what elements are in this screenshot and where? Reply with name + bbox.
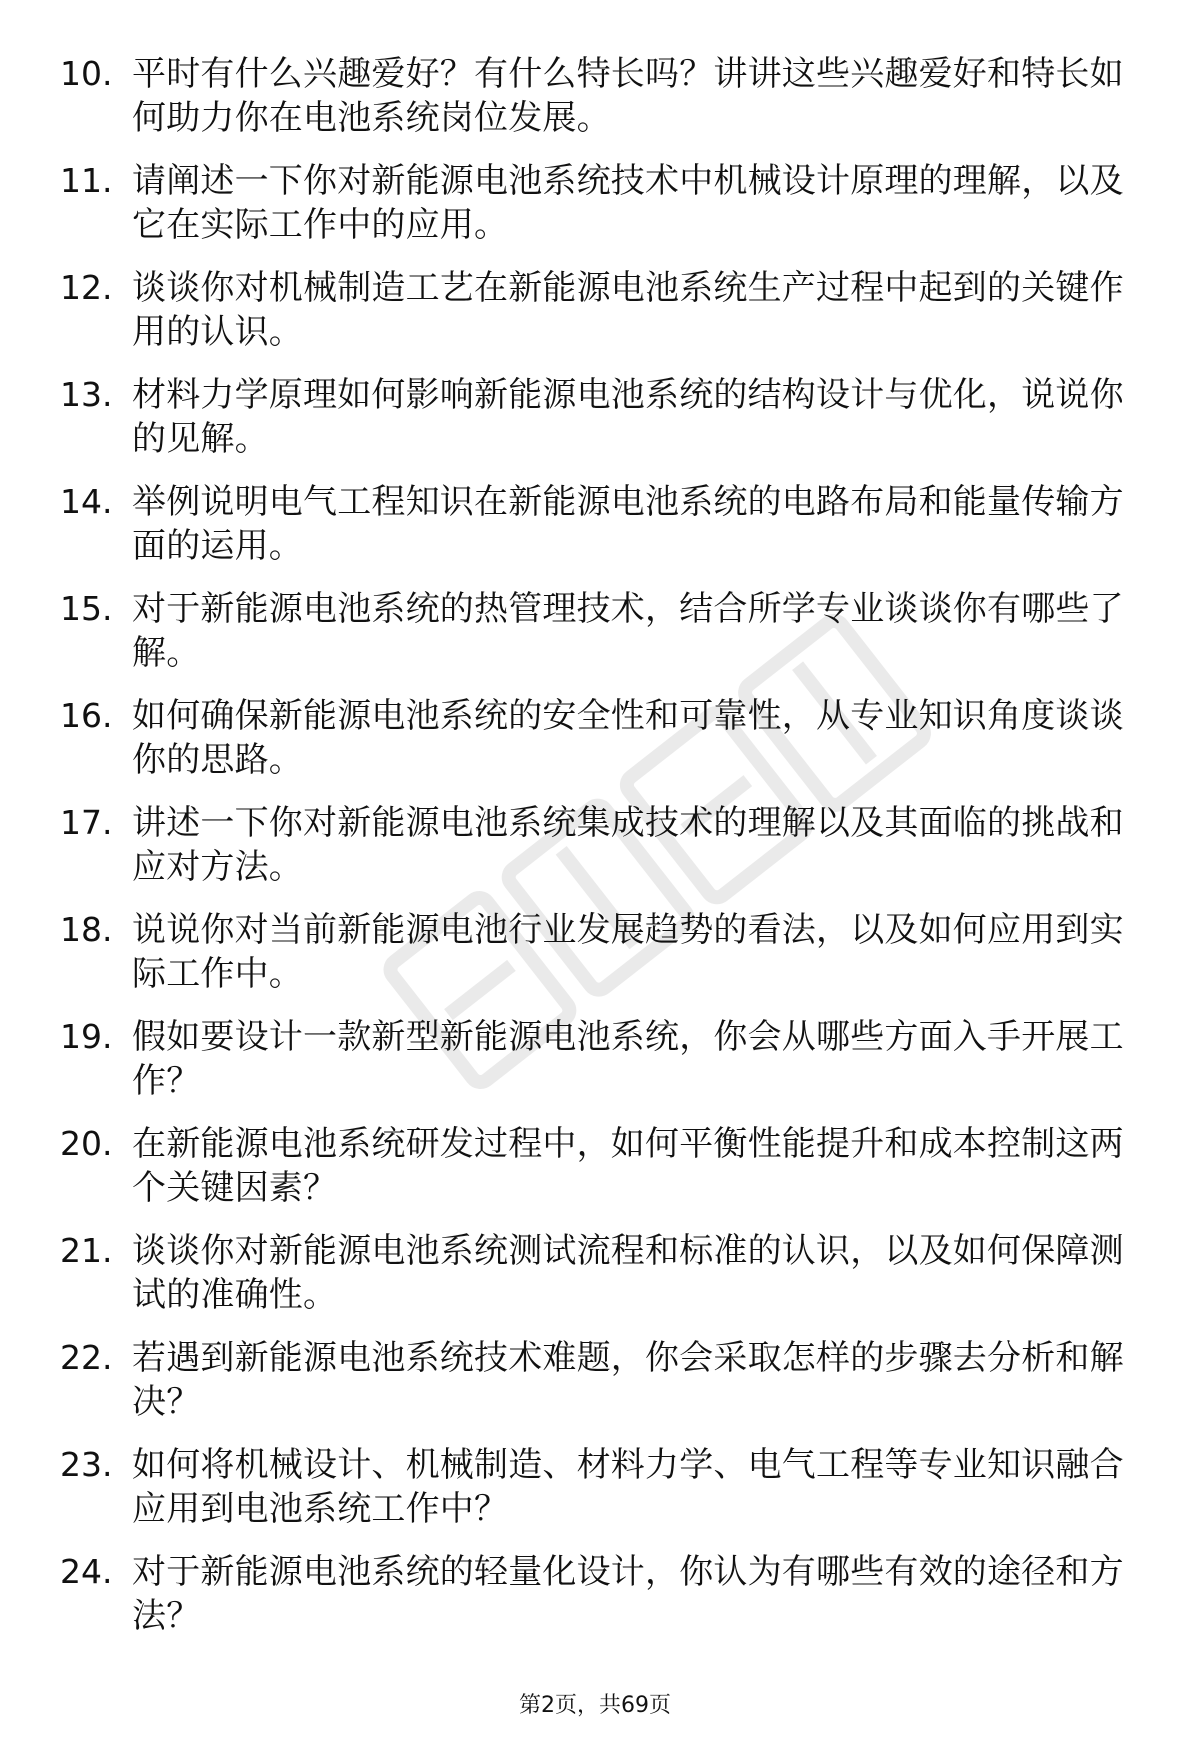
question-text: 讲述一下你对新能源电池系统集成技术的理解以及其面临的挑战和应对方法。 — [132, 803, 1124, 887]
question-text: 举例说明电气工程知识在新能源电池系统的电路布局和能量传输方面的运用。 — [132, 482, 1124, 566]
question-text: 对于新能源电池系统的轻量化设计，你认为有哪些有效的途径和方法？ — [132, 1552, 1124, 1636]
question-number: 10. — [60, 54, 113, 93]
question-item — [60, 1229, 1150, 1318]
question-number: 15. — [60, 589, 113, 628]
question-number: 19. — [60, 1017, 113, 1056]
question-item — [60, 1122, 1150, 1211]
question-text: 说说你对当前新能源电池行业发展趋势的看法，以及如何应用到实际工作中。 — [132, 910, 1124, 994]
question-number: 18. — [60, 910, 113, 949]
question-number: 11. — [60, 161, 113, 200]
page-number-footer: 第2页，共69页 — [519, 1693, 671, 1718]
question-text: 对于新能源电池系统的热管理技术，结合所学专业谈谈你有哪些了解。 — [132, 589, 1124, 673]
question-text: 谈谈你对机械制造工艺在新能源电池系统生产过程中起到的关键作用的认识。 — [132, 268, 1124, 352]
question-text: 平时有什么兴趣爱好？有什么特长吗？讲讲这些兴趣爱好和特长如何助力你在电池系统岗位发展。 — [132, 54, 1124, 138]
question-text: 请阐述一下你对新能源电池系统技术中机械设计原理的理解，以及它在实际工作中的应用。 — [132, 161, 1124, 245]
question-item — [60, 159, 1150, 248]
question-number: 22. — [60, 1338, 113, 1377]
question-item — [60, 908, 1150, 997]
question-item — [60, 1443, 1150, 1532]
question-number: 13. — [60, 375, 113, 414]
question-item — [60, 1336, 1150, 1425]
question-number: 17. — [60, 803, 113, 842]
question-text: 谈谈你对新能源电池系统测试流程和标准的认识，以及如何保障测试的准确性。 — [132, 1231, 1124, 1315]
question-number: 23. — [60, 1445, 113, 1484]
question-text: 若遇到新能源电池系统技术难题，你会采取怎样的步骤去分析和解决？ — [132, 1338, 1124, 1422]
question-number: 20. — [60, 1124, 113, 1163]
question-number: 14. — [60, 482, 113, 521]
question-text: 如何确保新能源电池系统的安全性和可靠性，从专业知识角度谈谈你的思路。 — [132, 696, 1124, 780]
question-item — [60, 52, 1150, 141]
question-item — [60, 373, 1150, 462]
question-text: 材料力学原理如何影响新能源电池系统的结构设计与优化，说说你的见解。 — [132, 375, 1124, 459]
question-text: 在新能源电池系统研发过程中，如何平衡性能提升和成本控制这两个关键因素？ — [132, 1124, 1124, 1208]
question-item — [60, 694, 1150, 783]
question-text: 假如要设计一款新型新能源电池系统，你会从哪些方面入手开展工作？ — [132, 1017, 1124, 1101]
question-item — [60, 1015, 1150, 1104]
question-item — [60, 480, 1150, 569]
question-number: 12. — [60, 268, 113, 307]
question-list — [60, 52, 1150, 1657]
question-text: 如何将机械设计、机械制造、材料力学、电气工程等专业知识融合应用到电池系统工作中？ — [132, 1445, 1124, 1529]
question-item — [60, 801, 1150, 890]
question-number: 21. — [60, 1231, 113, 1270]
question-item — [60, 266, 1150, 355]
question-item — [60, 1550, 1150, 1639]
question-number: 16. — [60, 696, 113, 735]
question-number: 24. — [60, 1552, 113, 1591]
question-item — [60, 587, 1150, 676]
